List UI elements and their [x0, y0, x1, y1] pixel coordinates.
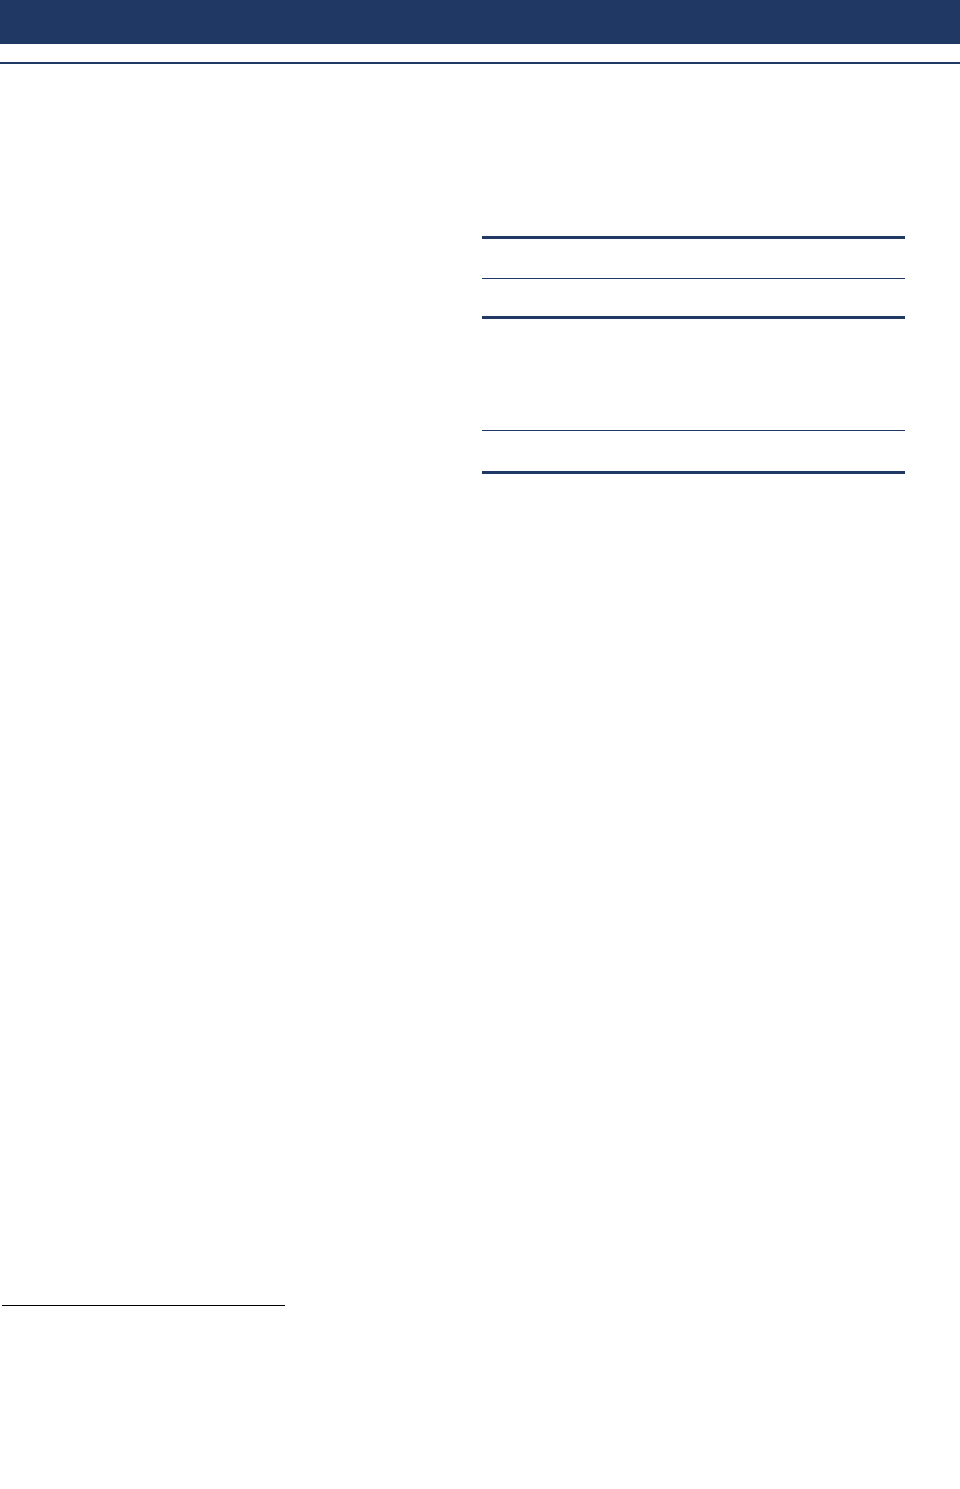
rule-line	[482, 471, 905, 474]
footnote-separator	[2, 1305, 285, 1306]
rule-line	[482, 316, 905, 319]
header-divider	[0, 62, 960, 64]
rule-line	[482, 236, 905, 239]
rule-line	[482, 278, 905, 279]
rule-line	[482, 430, 905, 431]
document-header	[0, 0, 960, 44]
